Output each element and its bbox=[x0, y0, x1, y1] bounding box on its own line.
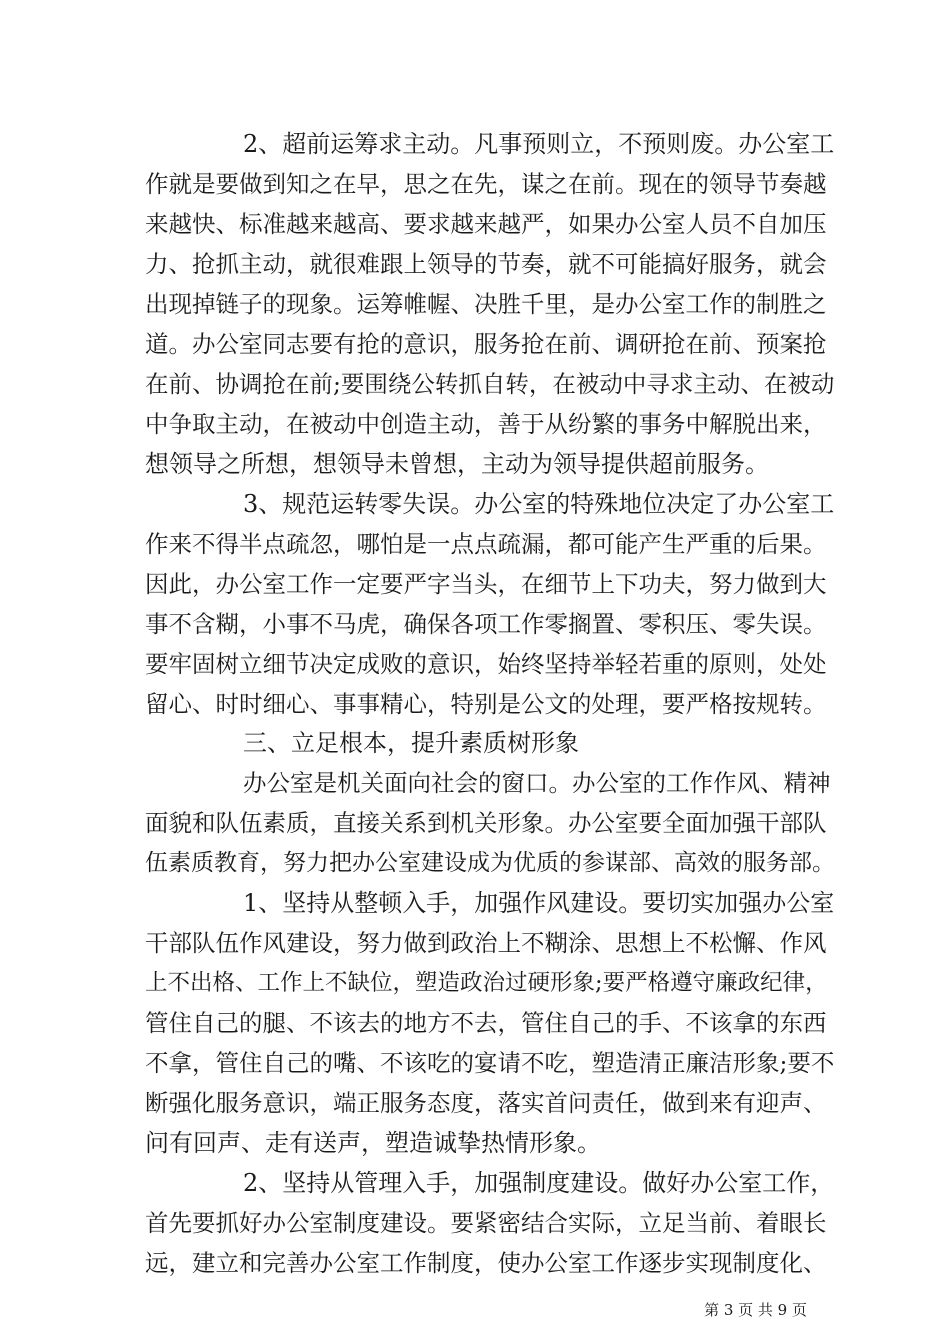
text-line: 2、坚持从管理入手，加强制度建设。做好办公室工作， bbox=[243, 1169, 835, 1197]
text-line: 2、超前运筹求主动。凡事预则立，不预则废。办公室工 bbox=[243, 130, 835, 158]
text-line: 不拿，管住自己的嘴、不该吃的宴请不吃，塑造清正廉洁形象;要不 bbox=[145, 1049, 835, 1077]
text-line: 办公室是机关面向社会的窗口。办公室的工作作风、精神 bbox=[243, 769, 831, 797]
section-heading: 三、立足根本，提升素质树形象 bbox=[243, 729, 579, 757]
text-line: 问有回声、走有送声，塑造诚挚热情形象。 bbox=[145, 1129, 601, 1157]
text-line: 留心、时时细心、事事精心，特别是公文的处理，要严格按规转。 bbox=[145, 690, 827, 718]
text-line: 因此，办公室工作一定要严字当头，在细节上下功夫，努力做到大 bbox=[145, 570, 827, 598]
text-line: 管住自己的腿、不该去的地方不去，管住自己的手、不该拿的东西 bbox=[145, 1009, 827, 1037]
text-line: 力、抢抓主动，就很难跟上领导的节奏，就不可能搞好服务，就会 bbox=[145, 250, 827, 278]
text-line: 出现掉链子的现象。运筹帷幄、决胜千里，是办公室工作的制胜之 bbox=[145, 290, 827, 318]
text-line: 上不出格、工作上不缺位，塑造政治过硬形象;要严格遵守廉政纪律， bbox=[145, 970, 828, 996]
text-line: 远，建立和完善办公室工作制度，使办公室工作逐步实现制度化、 bbox=[145, 1249, 827, 1277]
text-line: 在前、协调抢在前;要围绕公转抓自转，在被动中寻求主动、在被动 bbox=[145, 370, 835, 398]
text-line: 道。办公室同志要有抢的意识，服务抢在前、调研抢在前、预案抢 bbox=[145, 330, 827, 358]
page-number: 第 3 页 共 9 页 bbox=[704, 1301, 807, 1319]
text-line: 断强化服务意识，端正服务态度，落实首问责任，做到来有迎声、 bbox=[145, 1089, 827, 1117]
text-line: 3、规范运转零失误。办公室的特殊地位决定了办公室工 bbox=[243, 490, 835, 518]
text-line: 中争取主动，在被动中创造主动，善于从纷繁的事务中解脱出来， bbox=[145, 410, 827, 438]
text-line: 事不含糊，小事不马虎，确保各项工作零搁置、零积压、零失误。 bbox=[145, 610, 827, 638]
text-line: 要牢固树立细节决定成败的意识，始终坚持举轻若重的原则，处处 bbox=[145, 650, 827, 678]
text-line: 作就是要做到知之在早，思之在先，谋之在前。现在的领导节奏越 bbox=[145, 170, 827, 198]
text-line: 想领导之所想，想领导未曾想，主动为领导提供超前服务。 bbox=[145, 450, 769, 478]
text-line: 作来不得半点疏忽，哪怕是一点点疏漏，都可能产生严重的后果。 bbox=[145, 530, 827, 558]
text-line: 伍素质教育，努力把办公室建设成为优质的参谋部、高效的服务部。 bbox=[145, 850, 835, 876]
text-line: 干部队伍作风建设，努力做到政治上不糊涂、思想上不松懈、作风 bbox=[145, 929, 827, 957]
text-line: 面貌和队伍素质，直接关系到机关形象。办公室要全面加强干部队 bbox=[145, 809, 827, 837]
text-line: 首先要抓好办公室制度建设。要紧密结合实际，立足当前、着眼长 bbox=[145, 1209, 827, 1237]
text-line: 1、坚持从整顿入手，加强作风建设。要切实加强办公室 bbox=[243, 889, 835, 917]
text-line: 来越快、标准越来越高、要求越来越严，如果办公室人员不自加压 bbox=[145, 210, 827, 238]
